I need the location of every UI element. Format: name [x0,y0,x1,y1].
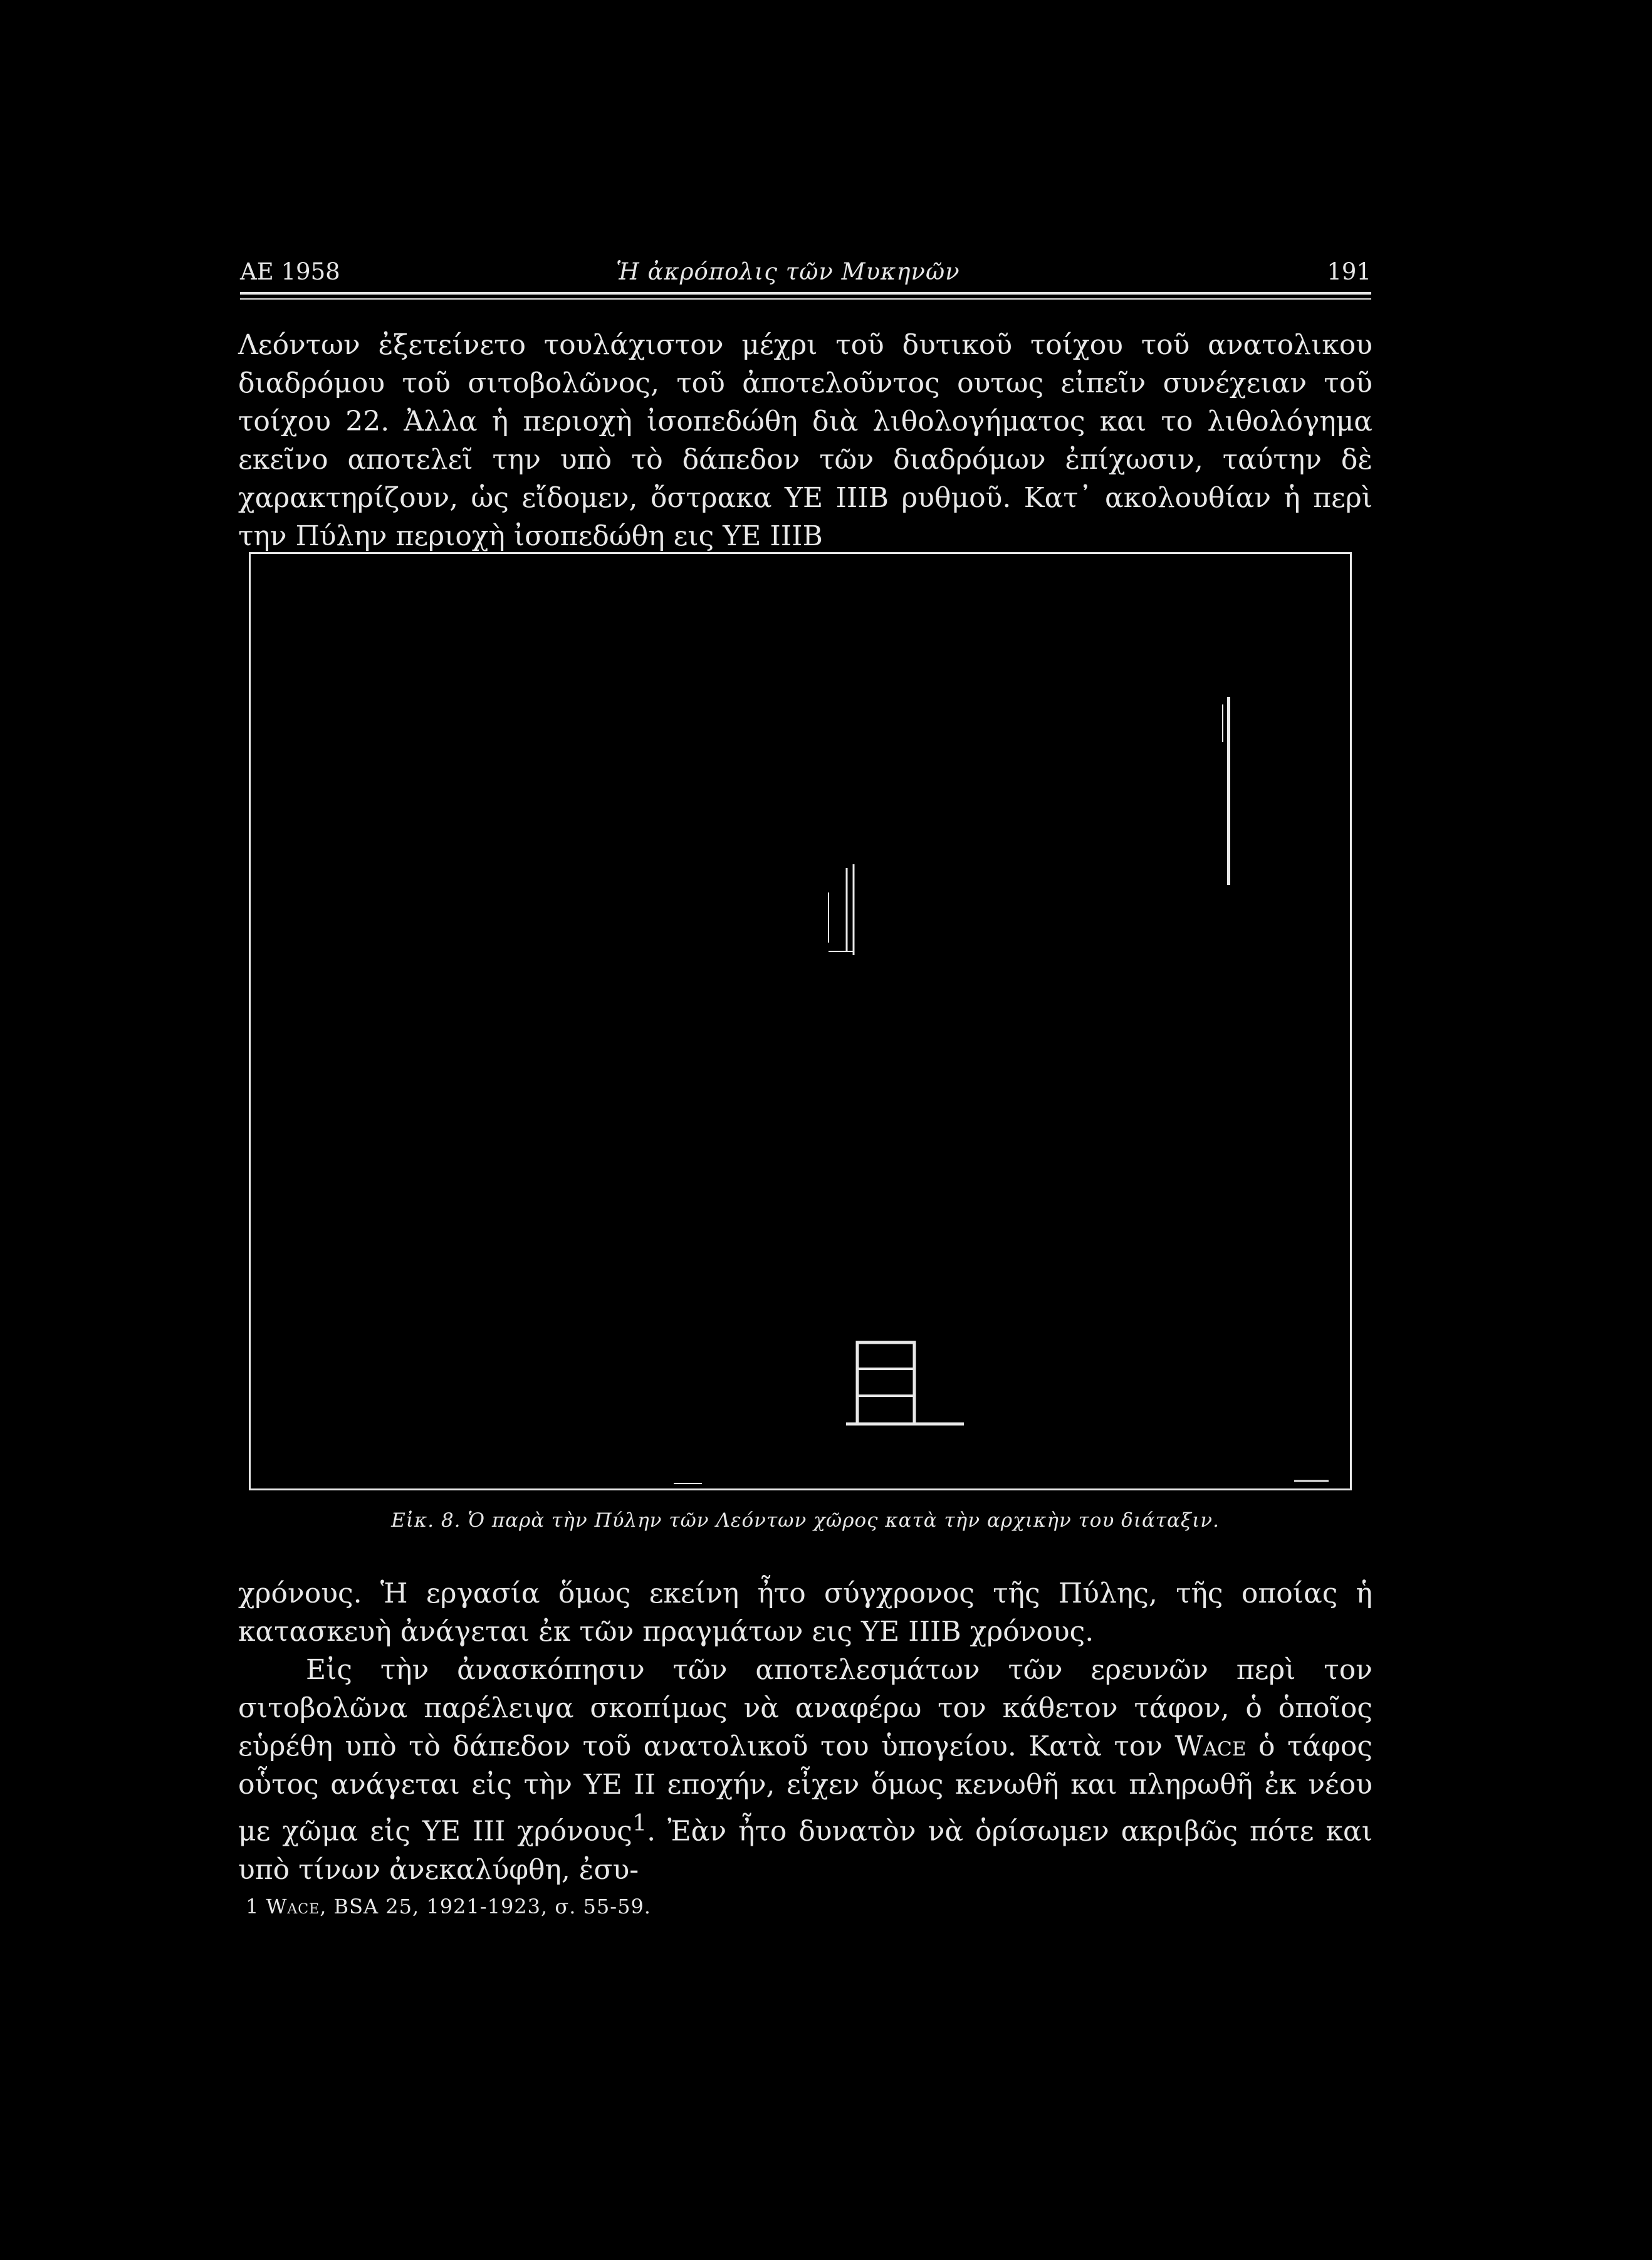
footnote [246,1895,651,1918]
header-rule-thin [240,298,1371,300]
body-paragraph-2: χρόνους. Ἡ εργασία ὅμως εκείνη ἦτο σύγχρονος τῆς Πύλης, τῆς οποίας ἡ κατασκευὴ ἀνάγεται ἐκ τῶν πραγμάτων εις ΥΕ ΙΙΙΒ χρόνους. [238,1577,1372,1648]
body-paragraph-3 [238,1651,1372,1889]
paragraph-3-text-b: ὁ τάφος οὗτος ανάγεται εἰς τὴν ΥΕ ΙΙ εποχήν, εἶχεν ὅμως κενωθῆ και πληρωθῆ ἐκ νέου με χῶμα εἰς ΥΕ ΙΙΙ χρόνους [238,1730,1372,1848]
author-name-wace: Wace [1174,1730,1247,1762]
footnote-number: 1 [246,1895,259,1918]
plan-drawing [251,554,1354,1492]
footnote-citation: , BSA 25, 1921-1923, σ. 55-59. [320,1895,651,1918]
running-head [240,258,1371,296]
journal-label: ΑΕ 1958 [240,258,340,285]
figure-plan [249,552,1352,1490]
page-number: 191 [1327,258,1371,285]
header-rule [240,292,1371,295]
body-paragraph-1: Λεόντων ἐξετείνετο τουλάχιστον μέχρι τοῦ δυτικοῦ τοίχου τοῦ ανατολικου διαδρόμου τοῦ σιτοβολῶνος, τοῦ ἀποτελοῦντος ουτως εἰπεῖν συνέχειαν τοῦ τοίχου 22. Ἀλλα ἡ περιοχὴ ἰσοπεδώθη διὰ λιθολογήματος και το λιθολόγημα εκεῖνο αποτελεῖ την υπὸ τὸ δάπεδον τῶν διαδρόμων ἐπίχωσιν, ταύτην δὲ χαρακτηρίζουν, ὡς εἴδομεν, ὄστρακα ΥΕ ΙΙΙΒ ρυθμοῦ. Κατ᾽ ακολουθίαν ἡ περὶ την Πύλην περιοχὴ ἰσοπεδώθη εις ΥΕ ΙΙΙΒ [238,329,1372,552]
footnote-author: Wace [266,1895,320,1918]
running-title: Ἡ ἀκρόπολις τῶν Μυκηνῶν [616,258,960,285]
figure-caption: Εἰκ. 8. Ὁ παρὰ τὴν Πύλην τῶν Λεόντων χῶρος κατὰ τὴν αρχικὴν του διάταξιν. [391,1509,1220,1532]
footnote-reference: 1 [632,1809,647,1836]
plan-gate-structure [857,1342,914,1424]
paragraph-3-text-c: . Ἐὰν ἦτο δυνατὸν νὰ ὁρίσωμεν ακριβῶς πότε και υπὸ τίνων ἀνεκαλύφθη, ἐσυ- [238,1815,1372,1886]
paragraph-3-text-a: Εἰς τὴν ἀνασκόπησιν τῶν αποτελεσμάτων τῶν ερευνῶν περὶ τον σιτοβολῶνα παρέλειψα σκοπίμως νὰ αναφέρω τον κάθετον τάφον, ὁ ὁποῖος εὑρέθη υπὸ τὸ δάπεδον τοῦ ανατολικοῦ του ὑπογείου. Κατὰ τον [238,1654,1372,1762]
plan-wall-east [1227,697,1230,885]
